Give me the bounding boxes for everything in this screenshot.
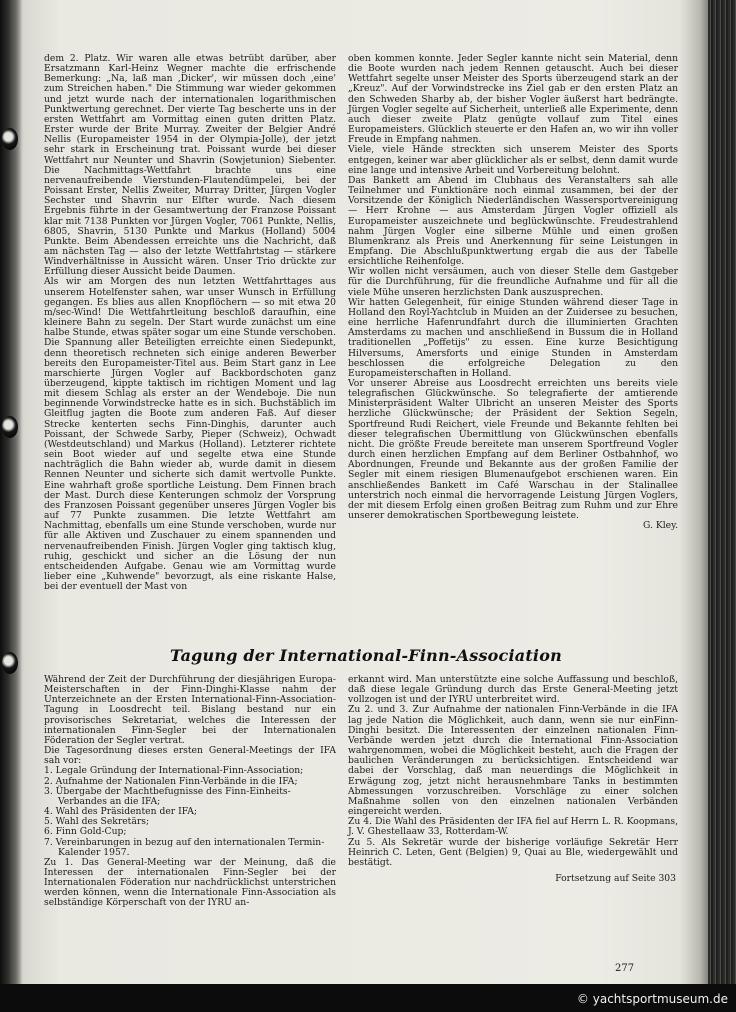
paragraph: Als wir am Morgen des nun letzten Wettfahrttages aus unserem Hotelfenster sahen, war unser Wunsch in Erfüllung gegangen. Es blies aus allen Knopflöchern — so mit etwa 20 m/sec-Wind! Die Wettfahrtleitung beschloß daraufhin, eine kleinere Bahn zu segeln. Der Start wurde zunächst um eine halbe Stunde, etwas später sogar um eine Stunde verschoben. Die Spannung aller Beteiligten erreichte einen Siedepunkt, denn theoretisch rechneten sich einige anderen Bewerber bereits den Europameister-Titel aus. Beim Start ganz in Lee marschierte Jürgen Vogler auf Backbordschoten ganz überzeugend, kippte taktisch im richtigen Moment und lag mit diesem Schlag als erster an der Wendeboje. Die nun beginnende Vorwindstrecke hatte es in sich. Buchstäblich im Gleitflug jagten die Boote zum anderen Faß. Auf dieser Strecke kenterten sechs Finn-Dinghis, darunter auch Poissant, der Schwede Sarby, Pieper (Schweiz), Ochwadt (Westdeutschland) und Markus (Holland). Letzterer richtete sein Boot wieder auf und segelte etwa eine Stunde nachträglich die Bahn wieder ab, wurde damit in diesem Rennen Neunter und sicherte sich damit wertvolle Punkte. Eine wahrhaft große sportliche Leistung. Dem Finnen brach der Mast. Durch diese Kenterungen schmolz der Vorsprung des Franzosen Poissant gegenüber unseres Jürgen Vogler bis auf 77 Punkte zusammen. Die letzte Wettfahrt am Nachmittag, ebenfalls um eine Stunde verschoben, wurde nur für alle Aktiven und Zuschauer zu einem spannenden und nervenaufreibenden Finish. Jürgen Vogler ging taktisch klug, ruhig, geschickt und sicher an die Lösung der nun entscheidenden Aufgabe. Genau wie am Vormittag wurde lieber eine „Kuhwende" bevorzugt, als eine riskante Halse, bei der eventuell der Mast von	[44, 276, 336, 593]
article-column-right	[348, 54, 678, 531]
agenda-item: 6. Finn Gold-Cup;	[44, 826, 127, 838]
paragraph: Zu 5. Als Sekretär wurde der bisherige vorläufige Sekretär Herr Heinrich C. Leten, Gent (Belgien) 9, Quai au Ble, wiedergewählt und bestätigt.	[348, 836, 678, 868]
binding-ring	[2, 652, 18, 674]
paragraph: Vor unserer Abreise aus Loosdrecht erreichten uns bereits viele telegrafischen Glückwünsche. So telegrafierte der amtierende Ministerpräsident Walter Ulbricht an unseren Meister des Sports herzliche Glückwünsche; der Präsident der Sektion Segeln, Sportfreund Rudi Reichert, viele Freunde und Bekannte fehlten bei dieser telegrafischen Übermittlung von Glückwünschen ebenfalls nicht. Die größte Freude bereitete man unserem Sportfreund Vogler durch einen herzlichen Empfang auf dem Berliner Ostbahnhof, wo Abordnungen, Freunde und Bekannte aus der großen Familie der Segler mit einem riesigen Blumenaufgebot erschienen waren. Ein anschließendes Bankett im Café Warschau in der Stalinallee unterstrich noch einmal die hervorragende Leistung Jürgen Voglers, der mit diesem Erfolg einen großen Beitrag zum Ruhm und zur Ehre unserer demokratischen Sportbewegung leistete.	[348, 378, 678, 522]
paragraph: Viele, viele Hände streckten sich unserem Meister des Sports entgegen, keiner war aber glücklicher als er selbst, denn damit wurde eine lange und intensive Arbeit und Vorbereitung belohnt.	[348, 144, 678, 176]
copyright-watermark: © yachtsportmuseum.de	[576, 992, 728, 1006]
continuation-note: Fortsetzung auf Seite 303	[555, 872, 676, 884]
paragraph: Zu 2. und 3. Zur Aufnahme der nationalen Finn-Verbände in die IFA lag jede Nation die Möglichkeit, auch dann, wenn sie nur einFinn-Dinghi besitzt. Die Interessenten der einzelnen nationalen Finn-Verbände werden jetzt durch die International Finn-Association wahrgenommen, wobei die Möglichkeit besteht, auch die Fragen der baulichen Veränderungen zu berücksichtigen. Entscheidend war dabei der Vorschlag, daß man neuerdings die Möglichkeit in Erwägung zog, jetzt nicht herausnehmbare Tanks in bestimmten Abmessungen vorzuschreiben. Vorschläge zu einer solchen Maßnahme sollen von den einzelnen nationalen Verbänden eingereicht werden.	[348, 704, 678, 818]
author-signature: G. Kley.	[643, 520, 678, 532]
page-number: 277	[615, 963, 635, 974]
page-stack-edge	[708, 0, 736, 1012]
agenda-item: 3. Übergabe der Machtbefugnisse des Finn-Einheits-Verbandes an die IFA;	[44, 785, 291, 807]
article-column-left	[44, 54, 336, 592]
paragraph: Die Tagesordnung dieses ersten General-Meetings der IFA sah vor:	[44, 745, 336, 767]
paragraph: Während der Zeit der Durchführung der diesjährigen Europa-Meisterschaften in der Finn-Dinghi-Klasse nahm der Unterzeichnete an der Ersten International-Finn-Association-Tagung in Loosdrecht teil. Bislang bestand nur ein provisorisches Sekretariat, welches die Interessen der internationalen Finn-Segler bei der Internationalen Föderation der Segler vertrat.	[44, 674, 336, 746]
agenda-item: 1. Legale Gründung der International-Finn-Association;	[44, 765, 304, 777]
agenda-item: 2. Aufnahme der Nationalen Finn-Verbände in die IFA;	[44, 775, 298, 787]
agenda-item: 4. Wahl des Präsidenten der IFA;	[44, 806, 198, 818]
agenda-list	[44, 766, 336, 857]
paragraph: Wir hatten Gelegenheit, für einige Stunden während dieser Tage in Holland den Royl-Yachtclub in Muiden an der Zuidersee zu besuchen, eine herrliche Hafenrundfahrt durch die illuminierten Grachten Amsterdams zu machen und anschließend in Bussum die in Holland traditionellen „Poffetijs" zu essen. Eine kurze Besichtigung Hilversums, Amersforts und einige Stunden in Amsterdam beschlossen die erfolgreiche Delegation zu den Europameisterschaften in Holland.	[348, 296, 678, 379]
paragraph: dem 2. Platz. Wir waren alle etwas betrübt darüber, aber Ersatzmann Karl-Heinz Wegner machte die erfrischende Bemerkung: „Na, laß man ‚Dicker', wir müssen doch ‚eine' zum Streichen haben." Die Stimmung war wieder gekommen und jetzt wurde nach der internationalen logarithmischen Punktwertung gerechnet. Der vierte Tag bescherte uns in der ersten Wettfahrt am Vormittag einen guten dritten Platz. Erster wurde der Brite Murray. Zweiter der Belgier André Nellis (Europameister 1954 in der Olympia-Jolle), der jetzt sehr stark in Erscheinung trat. Poissant wurde bei dieser Wettfahrt nur Neunter und Shavrin (Sowjetunion) Siebenter. Die Nachmittags-Wettfahrt brachte uns eine nervenaufreibende Vierstunden-Flautendümpelei, bei der Poissant Erster, Nellis Zweiter, Murray Dritter, Jürgen Vogler Sechster und Shavrin nur Elfter wurde. Nach diesem Ergebnis führte in der Gesamtwertung der Franzose Poissant klar mit 7138 Punkten vor Jürgen Vogler, 7061 Punkte, Nellis, 6805, Shavrin, 5130 Punkte und Markus (Holland) 5004 Punkte. Beim Abendessen erreichte uns die Nachricht, daß am nächsten Tag — also der letzte Wettfahrtstag — stärkere Windverhältnisse in Aussicht wären. Unser Trio drückte zur Erfüllung dieser Aussicht beide Daumen.	[44, 53, 336, 278]
paragraph: Zu 4. Die Wahl des Präsidenten der IFA fiel auf Herrn L. R. Koopmans, J. V. Ghestellaaw 33, Rotterdam-W.	[348, 816, 678, 838]
paragraph: oben kommen konnte. Jeder Segler kannte nicht sein Material, denn die Boote wurden nach jedem Rennen getauscht. Auch bei dieser Wettfahrt segelte unser Meister des Sports überzeugend stark an der „Kreuz". Auf der Vorwindstrecke ins Ziel gab er den ersten Platz an den Schweden Sharby ab, der bisher Vogler äußerst hart bedrängte. Jürgen Vogler segelte auf Sicherheit, unterließ alle Experimente, denn auch dieser zweite Platz genügte vollauf zum Titel eines Europameisters. Glücklich steuerte er den Hafen an, wo wir ihn voller Freude in Empfang nahmen.	[348, 53, 678, 146]
agenda-item: 5. Wahl des Sekretärs;	[44, 816, 150, 828]
paragraph: Zu 1. Das General-Meeting war der Meinung, daß die Interessen der internationalen Finn-Segler bei der Internationalen Föderation nur nachdrücklichst unterstrichen werden können, wenn die Internationale Finn-Association als selbständige Körperschaft von der IYRU an-	[44, 856, 336, 909]
article-column-left	[44, 675, 336, 909]
book-binding	[0, 0, 22, 1012]
binding-ring	[2, 416, 18, 438]
article-column-right	[348, 675, 678, 884]
agenda-item: 7. Vereinbarungen in bezug auf den internationalen Termin-Kalender 1957.	[44, 836, 325, 858]
paragraph: erkannt wird. Man unterstützte eine solche Auffassung und beschloß, daß diese legale Gründung durch das Erste General-Meeting jetzt vollzogen ist und der IYRU unterbreitet wird.	[348, 674, 678, 706]
section-heading: Tagung der International-Finn-Association	[170, 646, 562, 665]
paragraph: Das Bankett am Abend im Clubhaus des Veranstalters sah alle Teilnehmer und Funktionäre noch einmal zusammen, bei der der Vorsitzende der Königlich Niederländischen Wassersportvereinigung — Herr Krohne — aus Amsterdam Jürgen Vogler offiziell als Europameister auszeichnete und beglückwünschte. Freudestrahlend nahm Jürgen Vogler eine silberne Mühle und einen großen Blumenkranz als Preis und Anerkennung für seine Leistungen in Empfang. Die Abschlußpunktwertung ergab die aus der Tabelle ersichtliche Reihenfolge.	[348, 174, 678, 268]
paragraph: Wir wollen nicht versäumen, auch von dieser Stelle dem Gastgeber für die Durchführung, für die freundliche Aufnahme und für all die viele Mühe unseren herzlichsten Dank auszusprechen.	[348, 266, 678, 298]
binding-ring	[2, 128, 18, 150]
